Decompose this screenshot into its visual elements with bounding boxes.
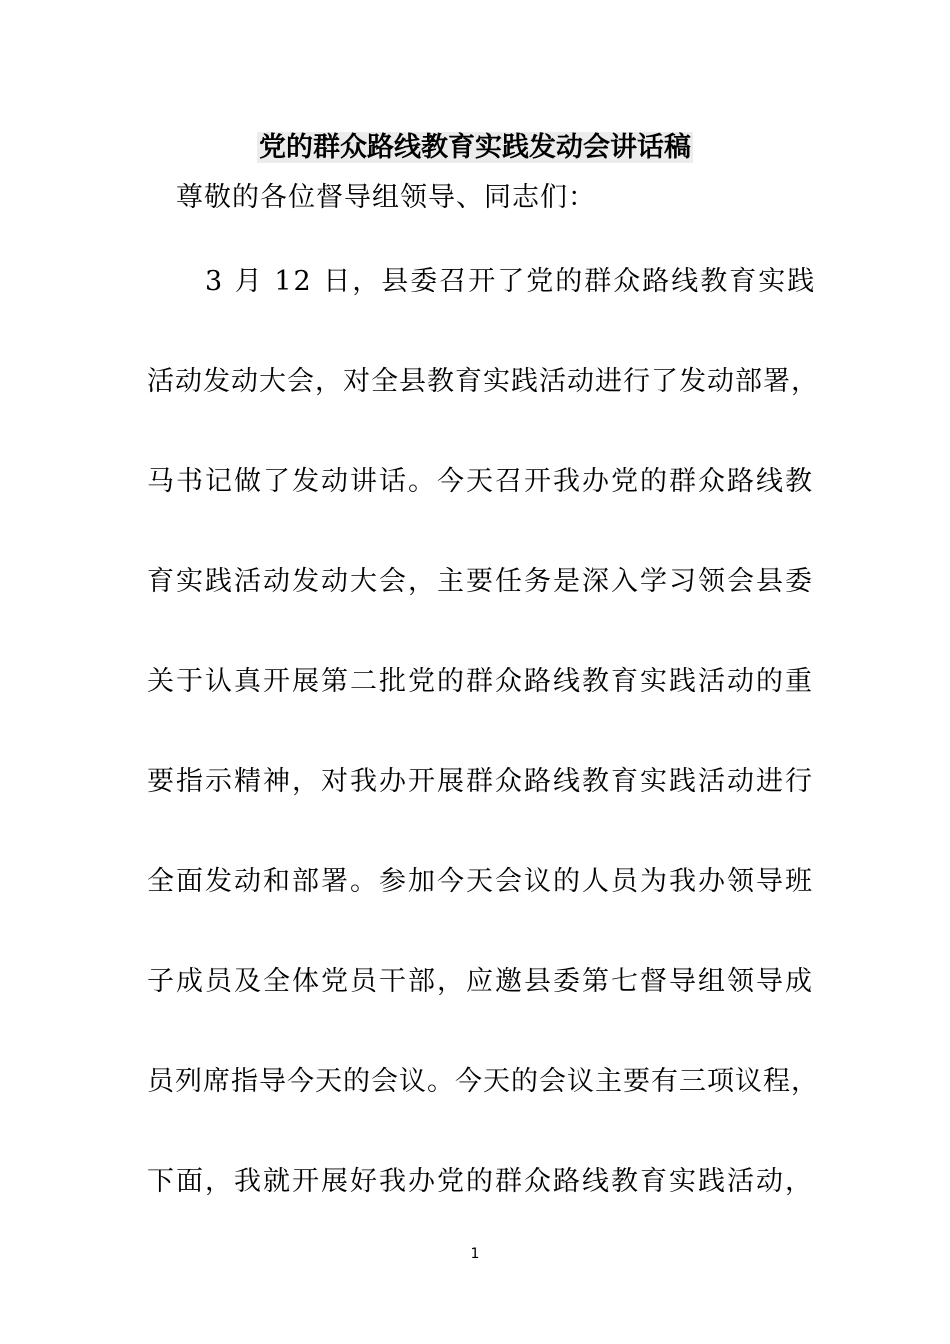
body-line-2: 活动发动大会，对全县教育实践活动进行了发动部署， bbox=[147, 366, 819, 397]
body-line-9: 员列席指导今天的会议。今天的会议主要有三项议程， bbox=[147, 1066, 819, 1097]
document-title-text: 党的群众路线教育实践发动会讲话稿 bbox=[259, 132, 691, 163]
page-number: 1 bbox=[470, 1246, 480, 1262]
body-line-3: 马书记做了发动讲话。今天召开我办党的群众路线教 bbox=[147, 466, 814, 497]
body-line-7: 全面发动和部署。参加今天会议的人员为我办领导班 bbox=[147, 866, 814, 897]
document-title bbox=[0, 128, 950, 168]
body-line-1: 3 月 12 日，县委召开了党的群众路线教育实践 bbox=[205, 266, 817, 297]
salutation: 尊敬的各位督导组领导、同志们： bbox=[176, 182, 596, 213]
body-line-8: 子成员及全体党员干部，应邀县委第七督导组领导成 bbox=[147, 966, 814, 997]
body-line-4: 育实践活动发动大会，主要任务是深入学习领会县委 bbox=[147, 566, 814, 597]
body-line-10: 下面，我就开展好我办党的群众路线教育实践活动， bbox=[147, 1166, 814, 1197]
body-line-6: 要指示精神，对我办开展群众路线教育实践活动进行 bbox=[147, 766, 814, 797]
body-line-5: 关于认真开展第二批党的群众路线教育实践活动的重 bbox=[147, 666, 814, 697]
